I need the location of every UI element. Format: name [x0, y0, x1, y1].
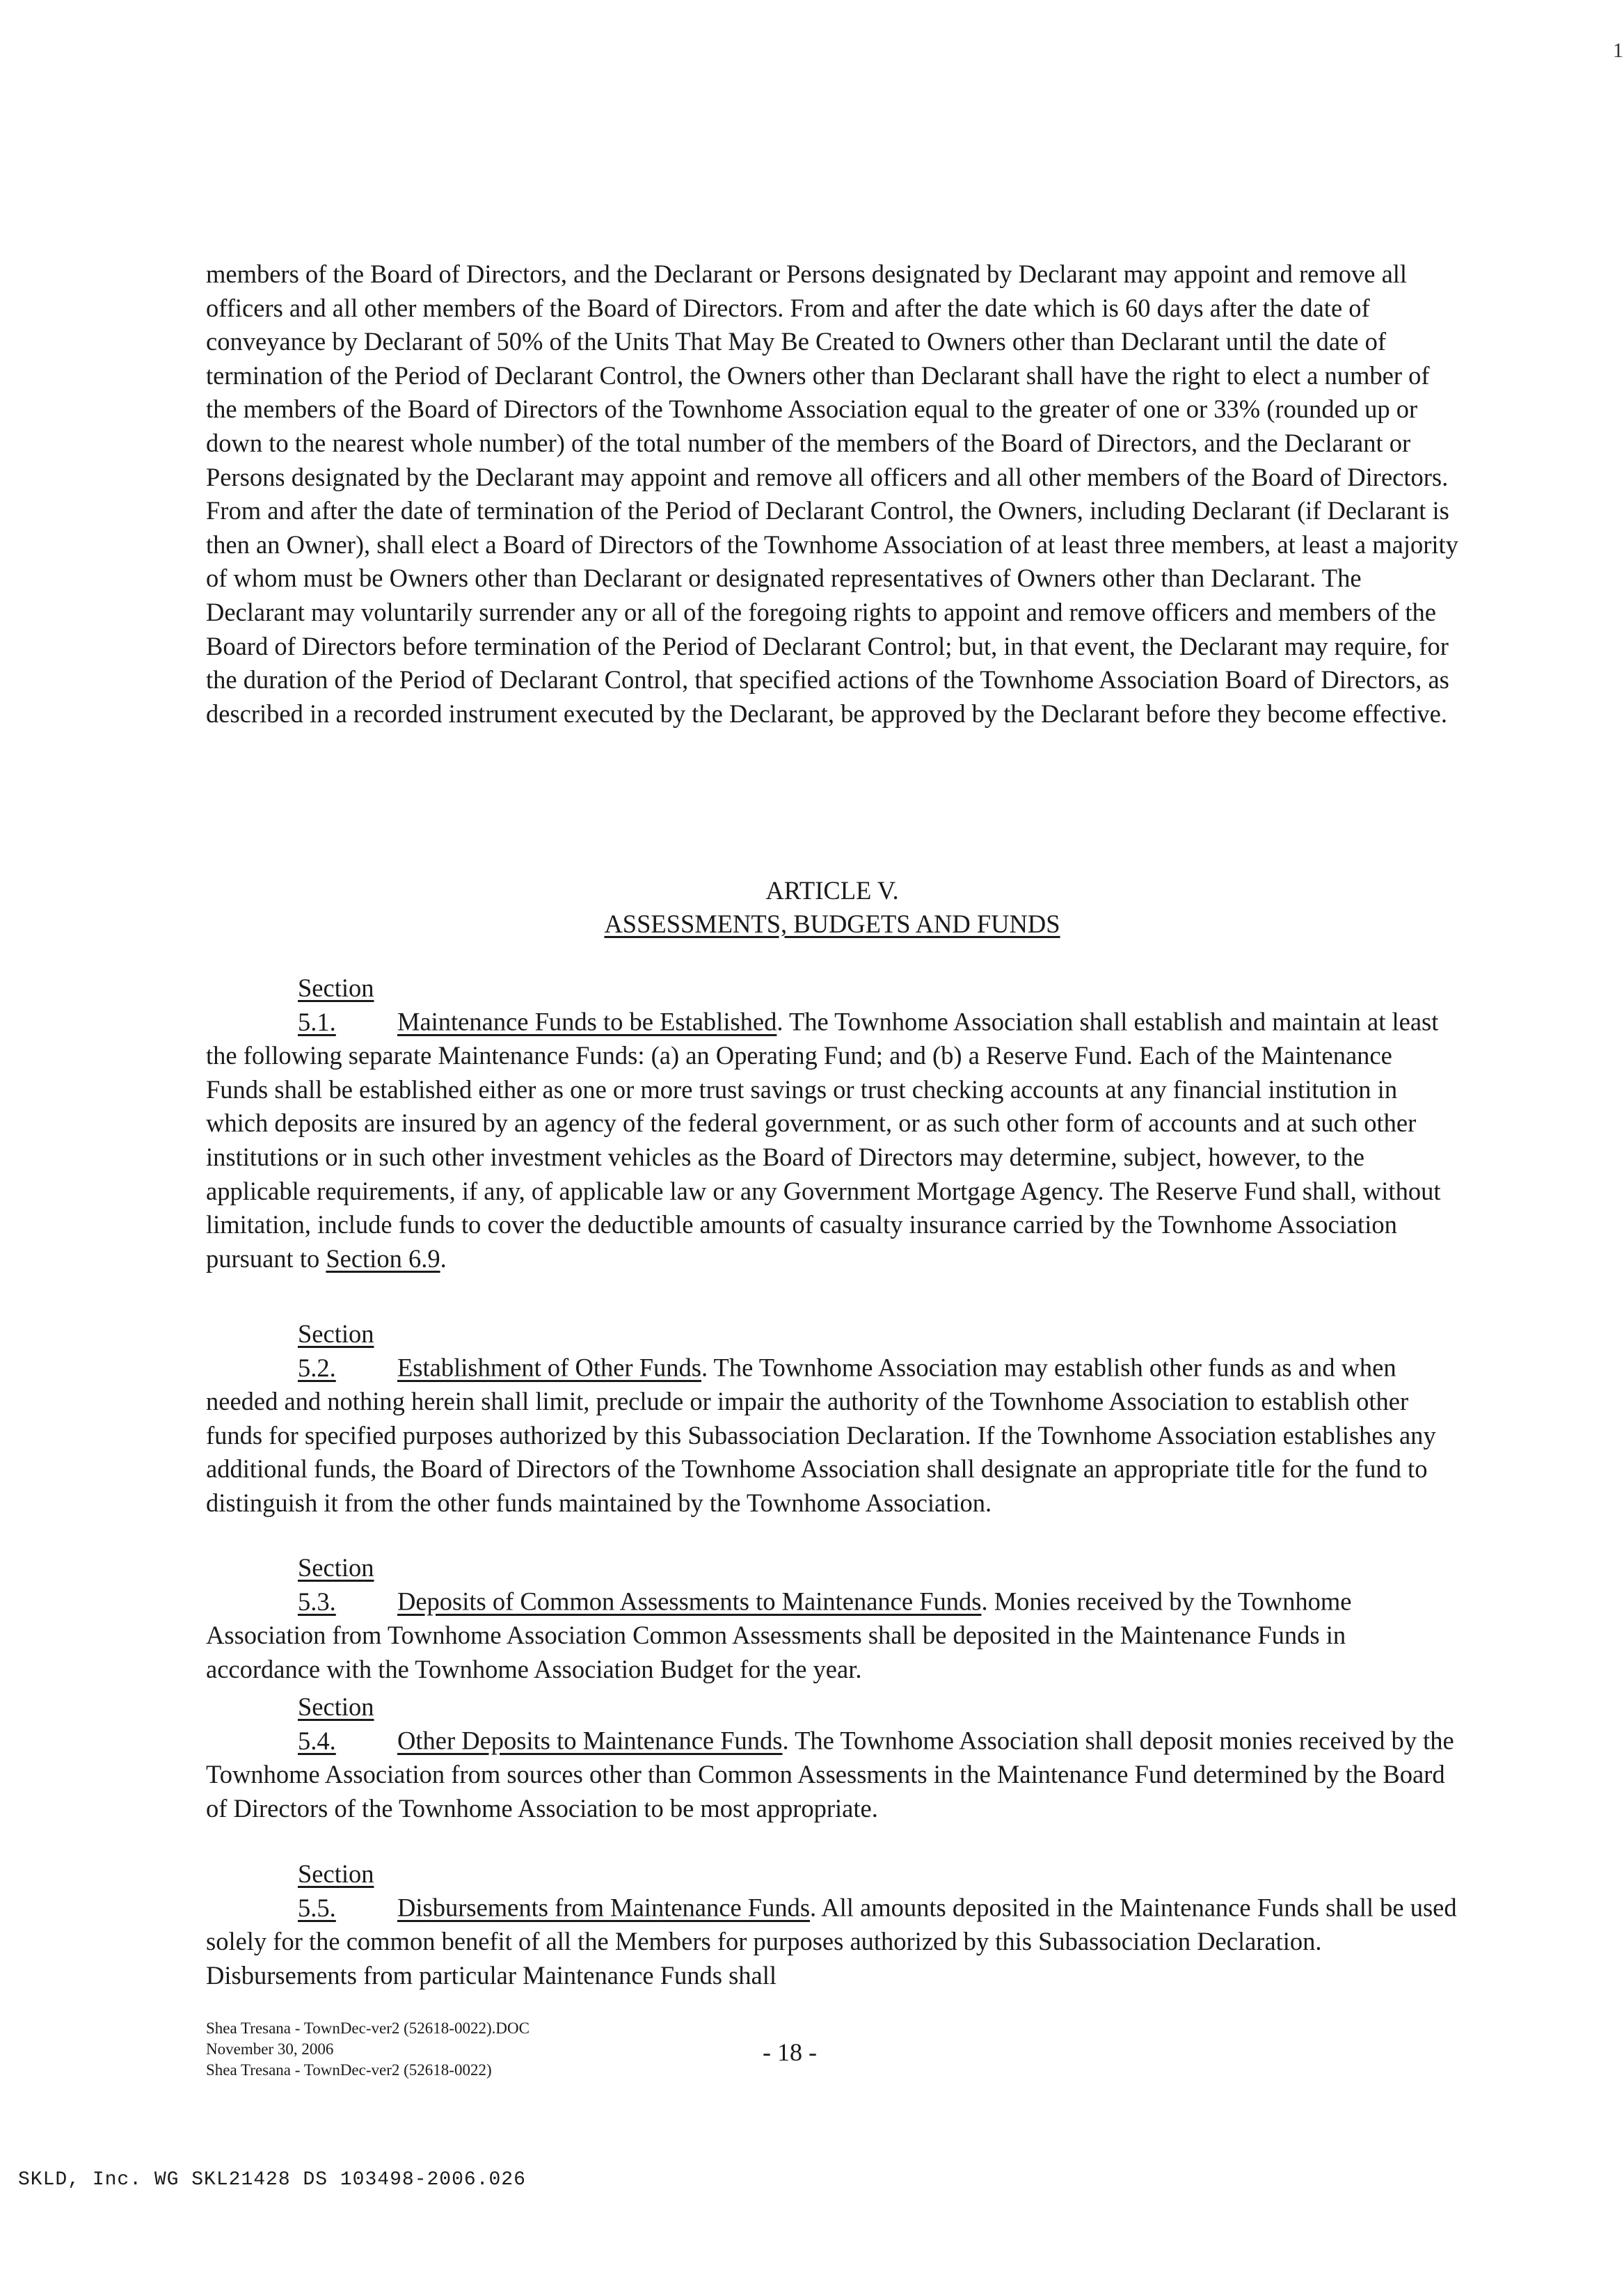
section-body: . The Townhome Association shall deposit monies received by the Townhome Association from sources other than Common Assessments in the Maintenance Fund determined by the Board of Directors of the Townhome Association to be most appropriate.	[206, 1726, 1454, 1823]
section-body: . The Townhome Association may establish other funds as and when needed and nothing herein shall limit, preclude or impair the authority of the Townhome Association to establish other funds for specified purposes authorized by this Subassociation Declaration. If the Townhome Association establishes any additional funds, the Board of Directors of the Townhome Association shall designate an appropriate title for the fund to distinguish it from the other funds maintained by the Townhome Association.	[206, 1353, 1436, 1517]
section-body: . All amounts deposited in the Maintenance Funds shall be used solely for the common benefit of all the Members for purposes authorized by this Subassociation Declaration. Disbursements from particular Maintenance Funds shall	[206, 1893, 1457, 1990]
section-reference: Section 6.9	[326, 1244, 440, 1273]
article-number: ARTICLE V.	[765, 876, 899, 905]
recording-stamp: SKLD, Inc. WG SKL21428 DS 103498-2006.026	[18, 2169, 526, 2191]
section-number: Section 5.2.	[298, 1319, 374, 1382]
section-heading: Disbursements from Maintenance Funds	[397, 1893, 811, 1922]
intro-paragraph: members of the Board of Directors, and the Declarant or Persons designated by Declarant may appoint and remove all officers and all other members of the Board of Directors. From and after the date which is 60 days after the date of conveyance by Declarant of 50% of the Units That May Be Created to Owners other than Declarant until the date of termination of the Period of Declarant Control, the Owners other than Declarant shall have the right to elect a number of the members of the Board of Directors of the Townhome Association equal to the greater of one or 33% (rounded up or down to the nearest whole number) of the total number of the members of the Board of Directors, and the Declarant or Persons designated by the Declarant may appoint and remove all officers and all other members of the Board of Directors. From and after the date of termination of the Period of Declarant Control, the Owners, including Declarant (if Declarant is then an Owner), shall elect a Board of Directors of the Townhome Association of at least three members, at least a majority of whom must be Owners other than Declarant or designated representatives of Owners other than Declarant. The Declarant may voluntarily surrender any or all of the foregoing rights to appoint and remove officers and members of the Board of Directors before termination of the Period of Declarant Control; but, in that event, the Declarant may require, for the duration of the Period of Declarant Control, that specified actions of the Townhome Association Board of Directors, as described in a recorded instrument executed by the Declarant, be approved by the Declarant before they become effective.	[206, 260, 1458, 728]
section-heading: Other Deposits to Maintenance Funds	[397, 1726, 783, 1755]
article-heading	[206, 874, 1458, 941]
footer-line-1: Shea Tresana - TownDec-ver2 (52618-0022).DOC	[206, 2019, 530, 2037]
section-body: . Monies received by the Townhome Association from Townhome Association Common Assessments shall be deposited in the Maintenance Funds in accordance with the Townhome Association Budget for the year.	[206, 1587, 1352, 1683]
corner-mark: 1	[1613, 39, 1623, 62]
page-number: - 18 -	[763, 2038, 817, 2066]
section-body-end: .	[440, 1244, 447, 1273]
section-number: Section 5.3.	[298, 1553, 374, 1616]
section-5-2	[206, 1317, 1458, 1521]
footer-doc-info	[206, 2018, 530, 2081]
section-5-3	[206, 1551, 1458, 1686]
section-number: Section 5.5.	[298, 1859, 374, 1922]
section-5-5	[206, 1857, 1458, 1992]
section-heading: Deposits of Common Assessments to Maintenance Funds	[397, 1587, 982, 1616]
footer-line-2: November 30, 2006	[206, 2040, 334, 2058]
section-heading: Establishment of Other Funds	[397, 1353, 701, 1382]
section-number: Section 5.1.	[298, 974, 374, 1036]
section-number: Section 5.4.	[298, 1692, 374, 1755]
footer-line-3: Shea Tresana - TownDec-ver2 (52618-0022)	[206, 2061, 492, 2079]
section-body: . The Townhome Association shall establish and maintain at least the following separate Maintenance Funds: (a) an Operating Fund; and (b) a Reserve Fund. Each of the Maintenance Funds shall be established either as one or more trust savings or trust checking accounts at any financial institution in which deposits are insured by an agency of the federal government, or as such other form of accounts and at such other institutions or in such other investment vehicles as the Board of Directors may determine, subject, however, to the applicable requirements, if any, of applicable law or any Government Mortgage Agency. The Reserve Fund shall, without limitation, include funds to cover the deductible amounts of casualty insurance carried by the Townhome Association pursuant to	[206, 1007, 1441, 1273]
article-title: ASSESSMENTS, BUDGETS AND FUNDS	[604, 910, 1060, 938]
section-5-1	[206, 971, 1458, 1276]
section-heading: Maintenance Funds to be Established	[397, 1007, 777, 1036]
section-5-4	[206, 1690, 1458, 1825]
